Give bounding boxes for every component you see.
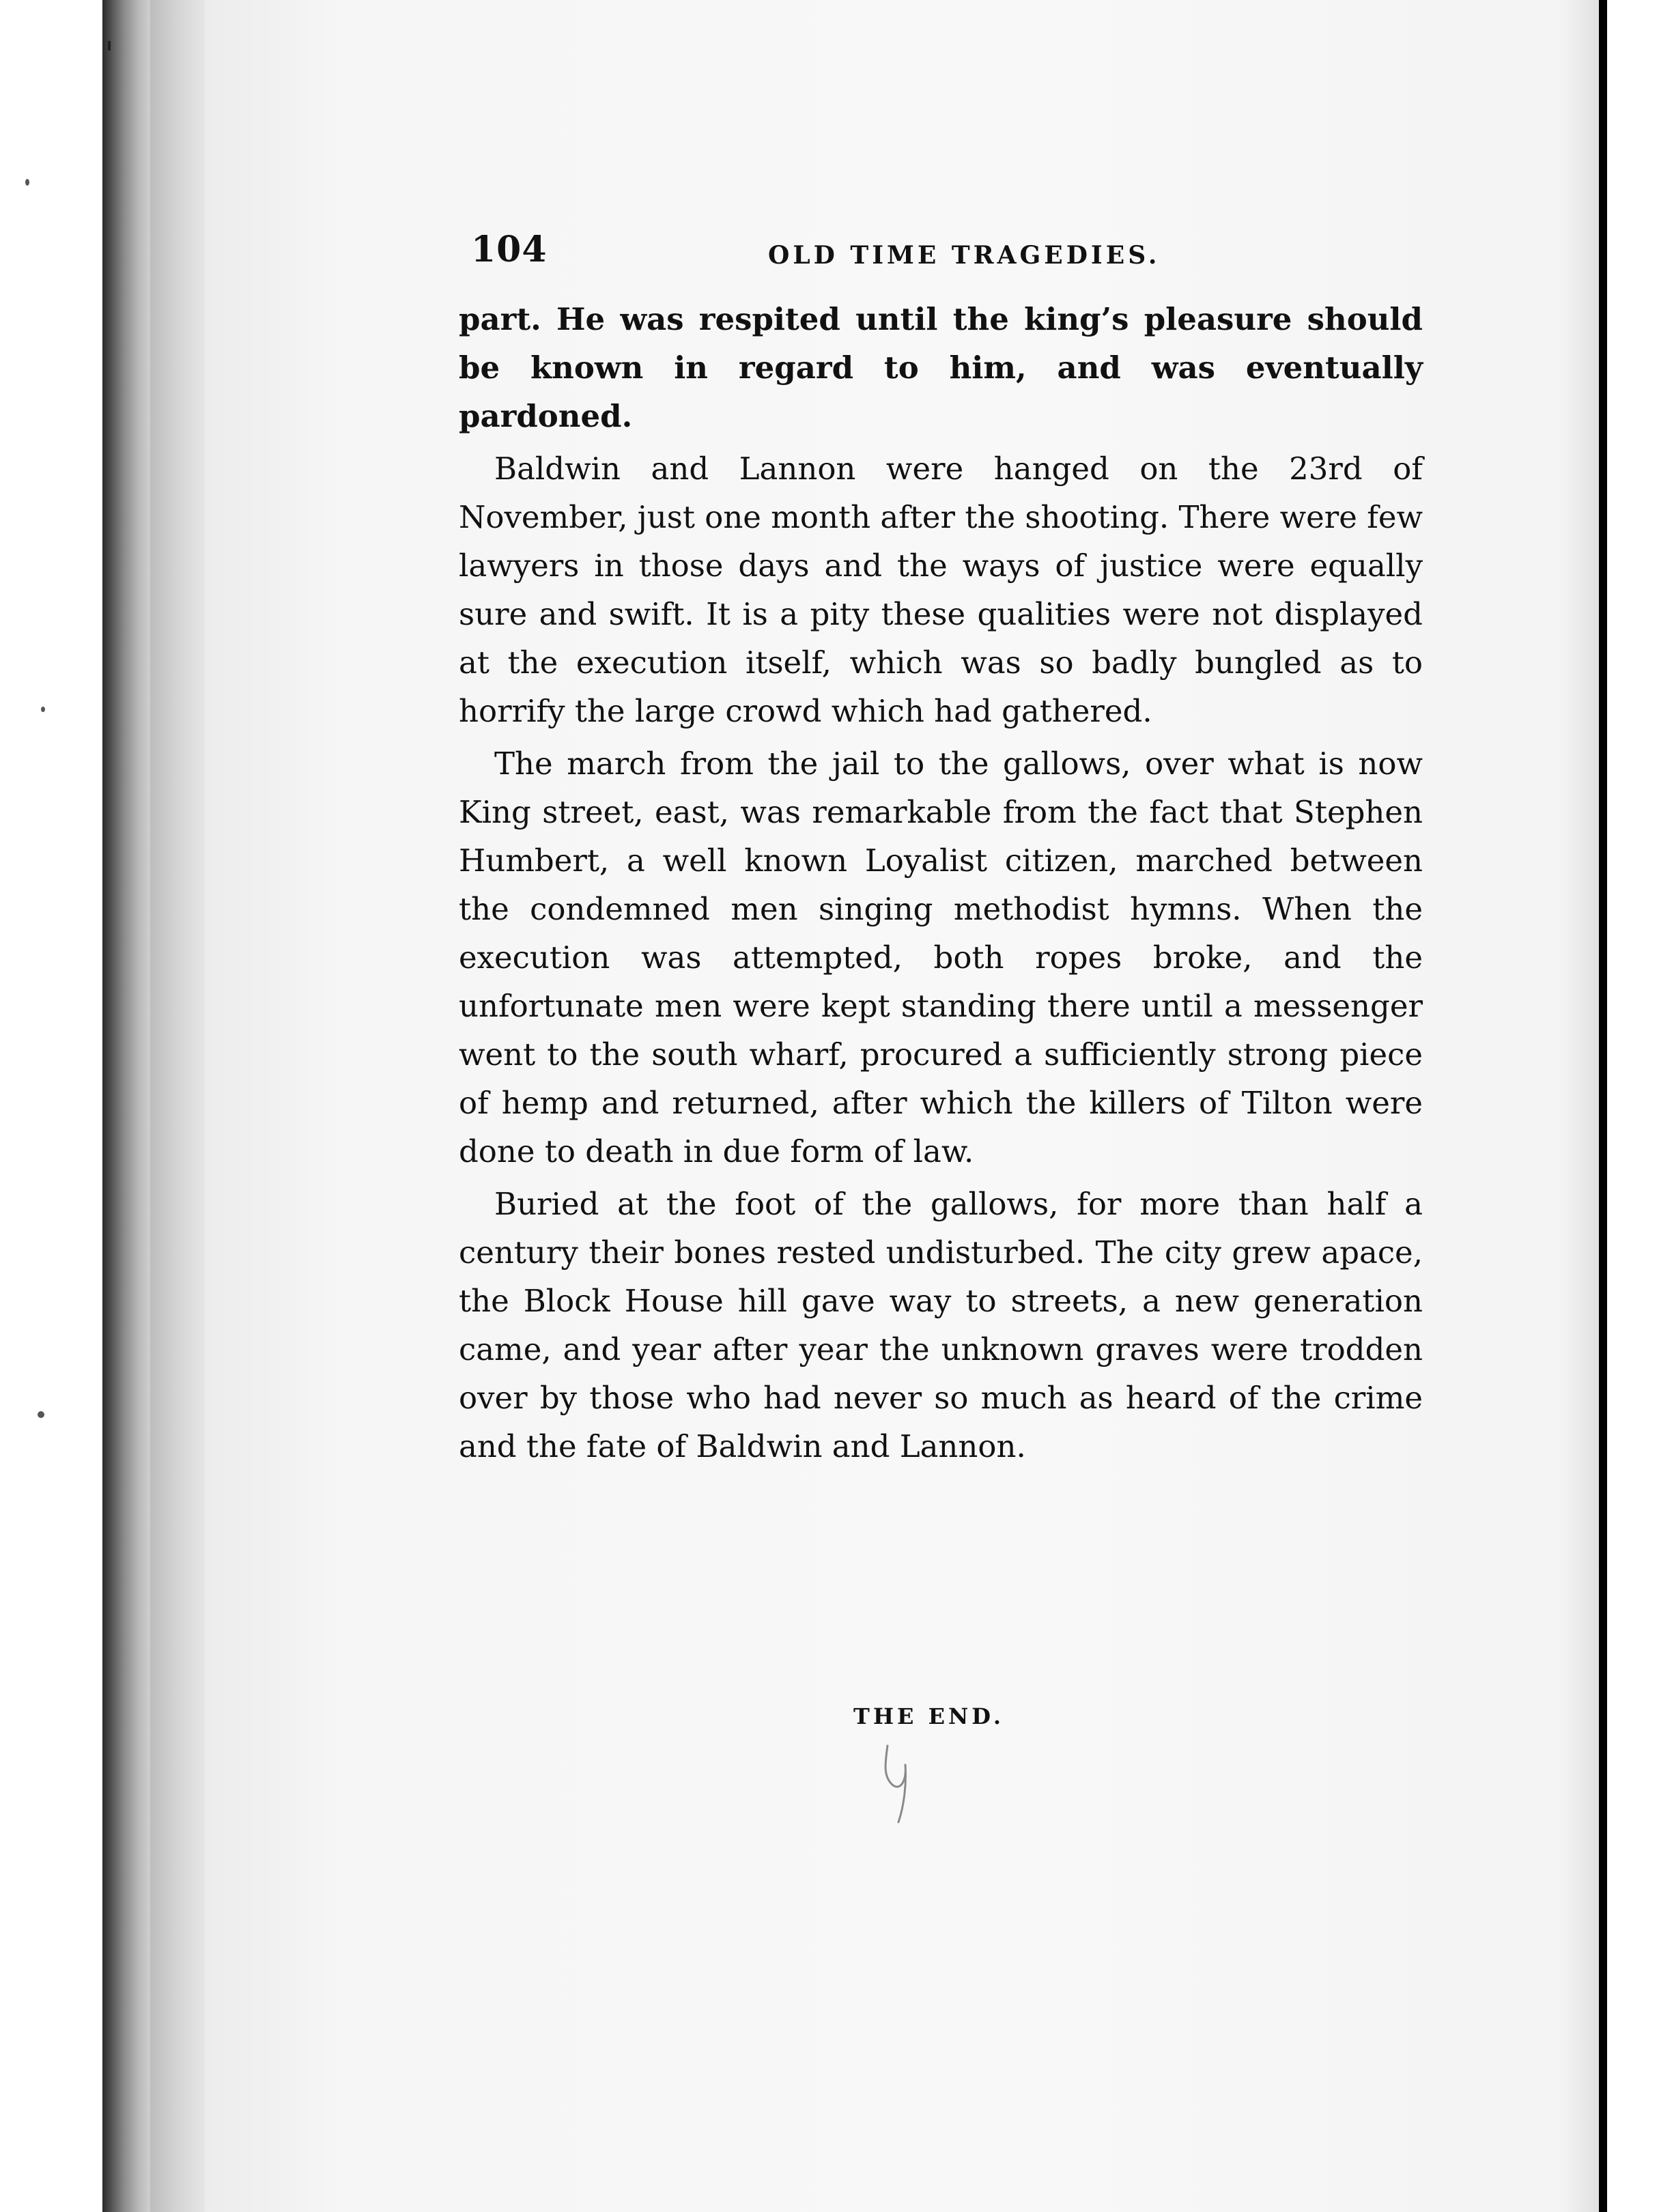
scan-right-margin (1607, 0, 1674, 2212)
scan-mark (108, 41, 111, 51)
page-right-shadow (1563, 0, 1599, 2212)
paragraph: part. He was respited until the king’s pleasure should be known in regard to him, and was eventually pardoned. (459, 301, 1423, 434)
scan-speck (38, 1411, 44, 1418)
the-end-label: THE END. (853, 1703, 1004, 1729)
paragraph: The march from the jail to the gallows, over what is now King street, east, was remarkable from the fact that Stephen Humbert, a well known Loyalist citizen, marched between the condemned men singing methodist hymns. When the execution was attempted, both ropes broke, and the unfortunate men were kept standing there until a messenger went to the south wharf, procured a sufficiently strong piece of hemp and returned, after which the killers of Tilton were done to death in due form of law. (459, 746, 1423, 1169)
page-gutter-shadow (150, 0, 205, 2212)
paragraph: Buried at the foot of the gallows, for more than half a century their bones rested undisturbed. The city grew apace, the Block House hill gave way to streets, a new generation came, and year after year the unknown graves were trodden over by those who had never so much as heard of the crime and the fate of Baldwin and Lannon. (459, 1186, 1423, 1464)
handwritten-mark (873, 1738, 927, 1826)
page-number: 104 (471, 229, 548, 270)
page-header (471, 229, 1427, 283)
paragraph: Baldwin and Lannon were hanged on the 23rd of November, just one month after the shooting. There were few lawyers in those days and the ways of justice were equally sure and swift. It is a pity these qualities were not displayed at the execution itself, which was so badly bungled as to horrify the large crowd which had gathered. (459, 451, 1423, 729)
scan-speck (41, 707, 45, 712)
running-head: OLD TIME TRAGEDIES. (768, 241, 1161, 270)
page-right-border (1599, 0, 1607, 2212)
body-text (459, 295, 1423, 1475)
scan-speck (25, 179, 29, 186)
book-binding-edge (102, 0, 150, 2212)
